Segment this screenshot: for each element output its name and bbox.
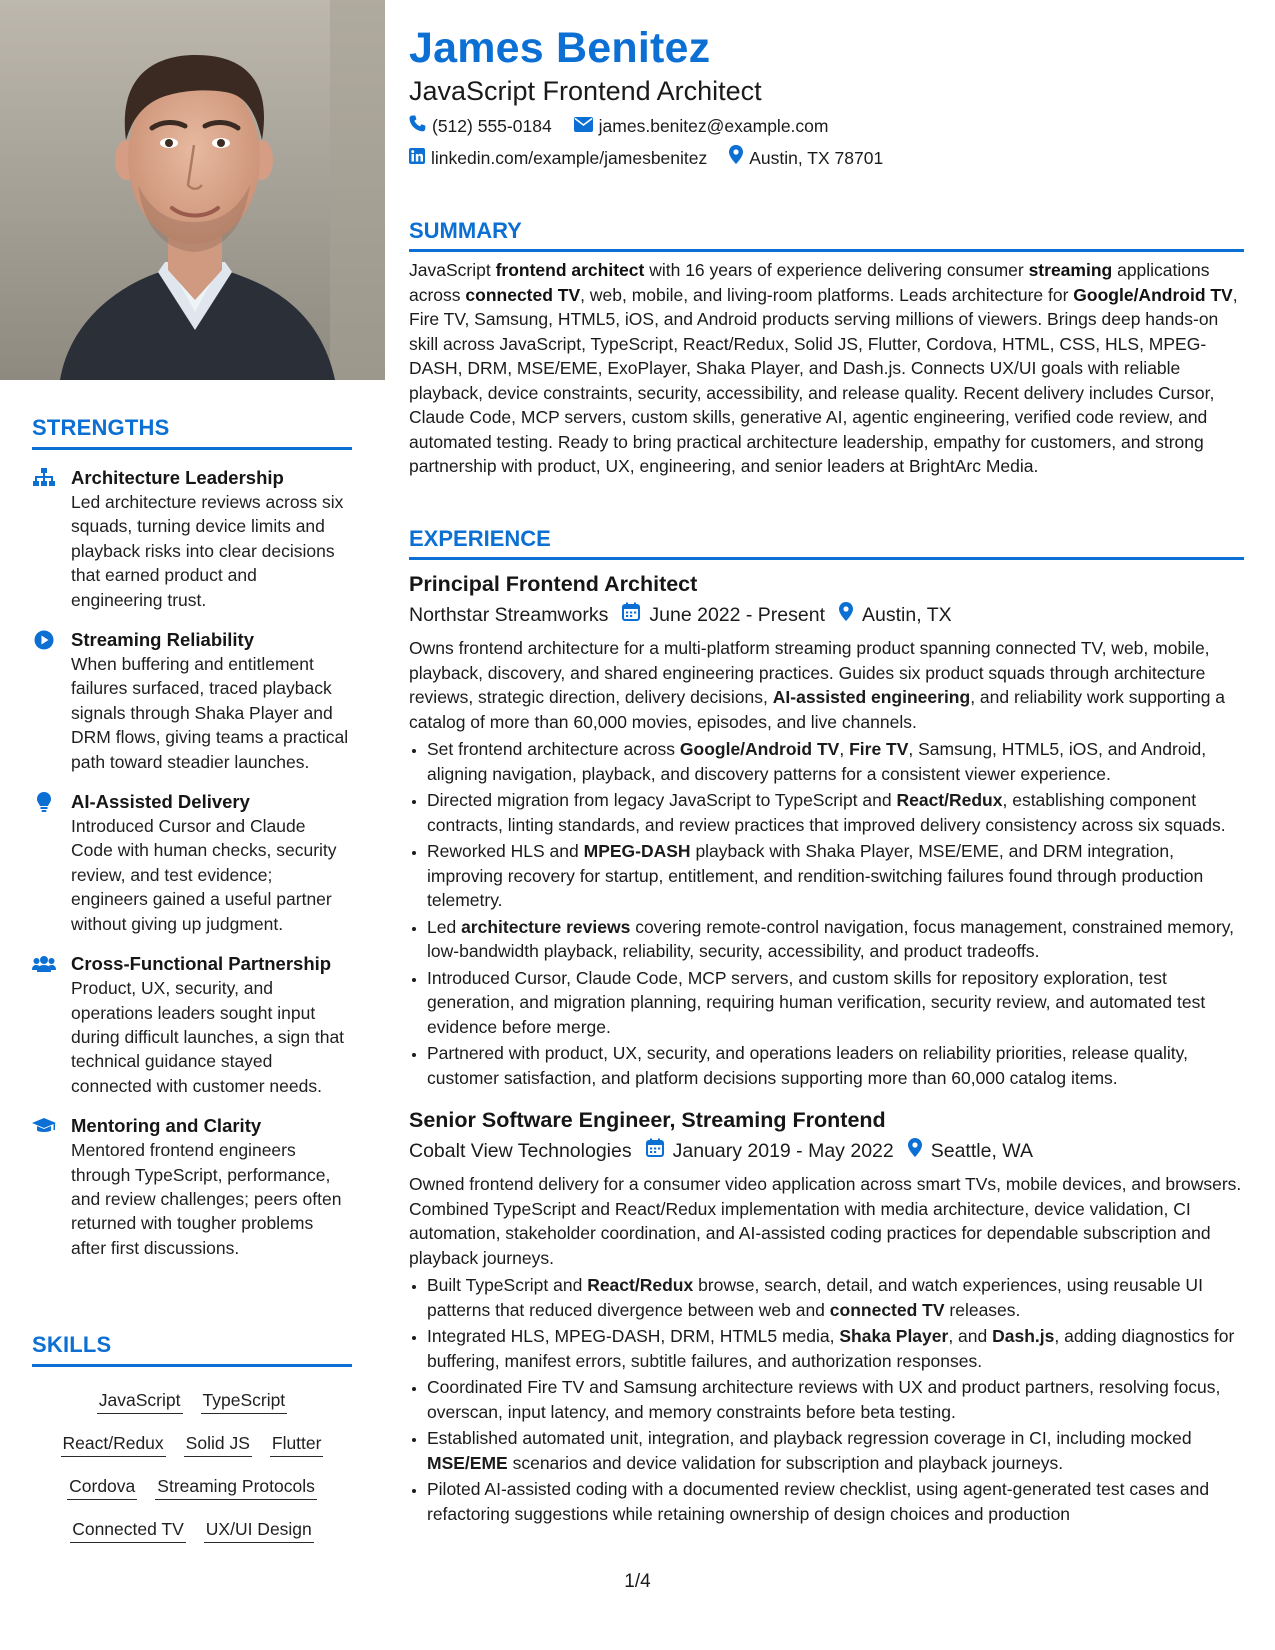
strength-item — [32, 628, 352, 774]
skills-list — [32, 1389, 352, 1543]
bold-keyword: React/Redux — [587, 1275, 694, 1295]
job-bullets — [409, 737, 1244, 1090]
skill-tag: Flutter — [270, 1432, 324, 1457]
bold-keyword: Google/Android TV — [679, 739, 840, 759]
skills-section — [32, 1332, 352, 1561]
calendar-icon — [622, 601, 649, 629]
strength-item — [32, 952, 352, 1098]
bold-keyword: React/Redux — [896, 790, 1003, 810]
bullet-item: • Partnered with product, UX, security, and operations leaders on reliability priorities, release quality, customer satisfaction, and platform decisions supporting more than 60,000 catalog items. — [427, 1041, 1244, 1090]
bullet-item: • Introduced Cursor, Claude Code, MCP servers, and custom skills for repository exploration, test generation, and migration planning, requiring human verification, security review, and automated test evidence before merge. — [427, 966, 1244, 1040]
bold-keyword: Google/Android TV — [1073, 284, 1233, 305]
company-name: Cobalt View Technologies — [409, 1140, 632, 1162]
right-column — [409, 22, 1244, 1524]
company-name: Northstar Streamworks — [409, 604, 609, 626]
strength-description: Led architecture reviews across six squads, turning device limits and playback risks into clear decisions that earned product and engineering trust. — [71, 492, 344, 610]
job-description: Owns frontend architecture for a multi-platform streaming product spanning connected TV, web, mobile, playback, discovery, and shared engineering practices. Guides six product squads through architecture reviews, strategic direction, delivery decisions, AI-assisted engineering, and reliability work supporting a catalog of more than 60,000 movies, episodes, and live channels. — [409, 638, 1226, 732]
skill-row — [32, 1432, 352, 1457]
candidate-name: James Benitez — [409, 24, 711, 72]
job-location — [839, 601, 952, 629]
location-text: Seattle, WA — [930, 1140, 1033, 1162]
strength-name: AI-Assisted Delivery — [71, 791, 250, 813]
job-meta — [409, 601, 1244, 629]
skills-heading: SKILLS — [32, 1332, 352, 1367]
map-pin-icon — [839, 601, 862, 629]
skill-tag: React/Redux — [61, 1432, 166, 1457]
phone-icon — [409, 114, 432, 138]
strength-name: Architecture Leadership — [71, 467, 284, 488]
users-icon — [32, 953, 56, 975]
linkedin-url[interactable]: linkedin.com/example/jamesbenitez — [431, 147, 708, 168]
bold-keyword: streaming — [1028, 260, 1113, 280]
skill-tag: Solid JS — [184, 1432, 252, 1457]
bold-keyword: MSE/EME — [427, 1452, 508, 1473]
experience-heading: EXPERIENCE — [409, 526, 1244, 560]
experience-section — [409, 526, 1244, 1528]
bold-keyword: Fire TV — [849, 739, 909, 759]
strength-item — [32, 1114, 352, 1260]
location-contact — [729, 145, 883, 170]
skill-tag: UX/UI Design — [204, 1518, 314, 1543]
bold-keyword: connected TV — [465, 284, 581, 305]
bold-keyword: Dash.js — [992, 1326, 1055, 1346]
linkedin-icon — [409, 146, 431, 170]
job-meta — [409, 1137, 1244, 1165]
job-entry — [409, 570, 1244, 1090]
skill-tag: JavaScript — [97, 1389, 183, 1414]
job-entry — [409, 1106, 1244, 1526]
contact-row — [409, 114, 1244, 138]
email-address[interactable]: james.benitez@example.com — [598, 116, 829, 136]
bullet-item: • Reworked HLS and MPEG-DASH playback with Shaka Player, MSE/EME, and DRM integration, improving recovery for startup, entitlement, and rendition-switching failures found through production telemetry. — [427, 839, 1244, 913]
bold-keyword: architecture reviews — [461, 916, 631, 937]
left-column — [0, 0, 385, 1650]
date-range: January 2019 - May 2022 — [672, 1140, 894, 1162]
job-headline: JavaScript Frontend Architect — [409, 76, 762, 106]
location-text: Austin, TX — [862, 604, 952, 626]
phone-contact — [409, 114, 552, 138]
sitemap-icon — [32, 467, 56, 489]
summary-text: JavaScript frontend architect with 16 years of experience delivering consumer streaming applications across connected TV, web, mobile, and living-room platforms. Leads architecture for Google/Android TV, Fire TV, Samsung, HTML5, iOS, and Android products serving millions of viewers. Brings deep hands-on skill across JavaScript, TypeScript, React/Redux, Solid JS, Flutter, Cordova, HTML, CSS, HLS, MPEG-DASH, DRM, MSE/EME, ExoPlayer, Shaka Player, and Dash.js. Connects UX/UI goals with reliable playback, device constraints, security, accessibility, and release quality. Recent delivery includes Cursor, Claude Code, MCP servers, custom skills, generative AI, agentic engineering, verified code review, and automated testing. Ready to bring practical architecture leadership, empathy for customers, and strong partnership with product, UX, engineering, and senior leaders at BrightArc Media. — [409, 260, 1238, 476]
strength-description: When buffering and entitlement failures surfaced, traced playback signals through Shaka Player and DRM flows, giving teams a practical path toward steadier launches. — [71, 654, 349, 772]
job-title: Senior Software Engineer, Streaming Frontend — [409, 1108, 886, 1132]
bold-keyword: frontend architect — [495, 260, 645, 280]
envelope-icon — [574, 114, 599, 138]
strength-name: Cross-Functional Partnership — [71, 953, 332, 975]
strength-description: Mentored frontend engineers through TypeScript, performance, and review challenges; peers often returned with tougher problems after first discussions. — [71, 1140, 342, 1258]
bullet-item: • Integrated HLS, MPEG-DASH, DRM, HTML5 media, Shaka Player, and Dash.js, adding diagnostics for buffering, manifest errors, subtitle failures, and authorization responses. — [427, 1324, 1244, 1373]
strength-description: Product, UX, security, and operations leaders sought input during difficult launches, a sign that technical guidance stayed connected with customer needs. — [71, 978, 345, 1096]
page-number: 1/4 — [624, 1571, 651, 1592]
strengths-section — [32, 415, 352, 1260]
play-circle-icon — [32, 629, 56, 651]
bullet-item: • Directed migration from legacy JavaScript to TypeScript and React/Redux, establishing component contracts, linting standards, and review practices that improved delivery consistency across six squads. — [427, 788, 1244, 837]
skill-row — [32, 1475, 352, 1500]
skill-row — [32, 1389, 352, 1414]
bullet-item: • Led architecture reviews covering remote-control navigation, focus management, constrained memory, low-bandwidth playback, reliability, security, accessibility, and product tradeoffs. — [427, 915, 1244, 964]
bold-keyword: connected TV — [829, 1299, 945, 1320]
summary-heading: SUMMARY — [409, 218, 1244, 252]
bullet-item: • Set frontend architecture across Google/Android TV, Fire TV, Samsung, HTML5, iOS, and Android, aligning navigation, playback, and discovery patterns for a consistent viewer experience. — [427, 737, 1244, 786]
strength-item — [32, 466, 352, 612]
email-contact — [574, 114, 829, 138]
lightbulb-icon — [32, 791, 56, 813]
skill-tag: Cordova — [67, 1475, 137, 1500]
map-pin-icon — [908, 1137, 931, 1165]
summary-section — [409, 218, 1244, 479]
skill-tag: Connected TV — [70, 1518, 186, 1543]
strength-name: Streaming Reliability — [71, 629, 254, 651]
linkedin-contact — [409, 146, 707, 170]
profile-photo — [0, 0, 385, 380]
job-dates — [646, 1137, 894, 1165]
date-range: June 2022 - Present — [649, 604, 826, 626]
bullet-item: • Coordinated Fire TV and Samsung architecture reviews with UX and product partners, resolving focus, overscan, input latency, and memory constraints before beta testing. — [427, 1375, 1244, 1424]
map-pin-icon — [729, 145, 749, 170]
bold-keyword: Shaka Player — [839, 1326, 949, 1346]
strength-name: Mentoring and Clarity — [71, 1115, 262, 1137]
bullet-item: • Built TypeScript and React/Redux browse, search, detail, and watch experiences, using reusable UI patterns that reduced divergence between web and connected TV releases. — [427, 1273, 1244, 1322]
contact-row-2 — [409, 145, 1244, 170]
skill-row — [32, 1518, 352, 1543]
calendar-icon — [646, 1137, 673, 1165]
bullet-item: • Established automated unit, integration, and playback regression coverage in CI, including mocked MSE/EME scenarios and device validation for subscription and playback journeys. — [427, 1426, 1244, 1475]
location-text: Austin, TX 78701 — [749, 147, 884, 168]
skill-tag: TypeScript — [201, 1389, 288, 1414]
job-title: Principal Frontend Architect — [409, 572, 698, 596]
job-description: Owned frontend delivery for a consumer video application across smart TVs, mobile devices, and browsers. Combined TypeScript and React/Redux implementation with media architecture, device validation, CI automation, stakeholder coordination, and AI-assisted coding practices for dependable subscription and playback journeys. — [409, 1174, 1242, 1268]
job-bullets — [409, 1273, 1244, 1526]
strength-description: Introduced Cursor and Claude Code with human checks, security review, and test evidence; engineers gained a useful partner without giving up judgment. — [71, 816, 337, 934]
bullet-item: • Piloted AI-assisted coding with a documented review checklist, using agent-generated test cases and refactoring suggestions while retaining ownership of design choices and production — [427, 1477, 1244, 1526]
bold-keyword: MPEG-DASH — [583, 841, 691, 861]
skill-tag: Streaming Protocols — [155, 1475, 317, 1500]
job-location — [908, 1137, 1033, 1165]
graduation-cap-icon — [32, 1115, 56, 1137]
job-dates — [622, 601, 825, 629]
phone-number[interactable]: (512) 555-0184 — [432, 116, 552, 136]
strength-item — [32, 790, 352, 936]
bold-keyword: AI-assisted engineering — [772, 687, 971, 707]
strengths-heading: STRENGTHS — [32, 415, 352, 450]
